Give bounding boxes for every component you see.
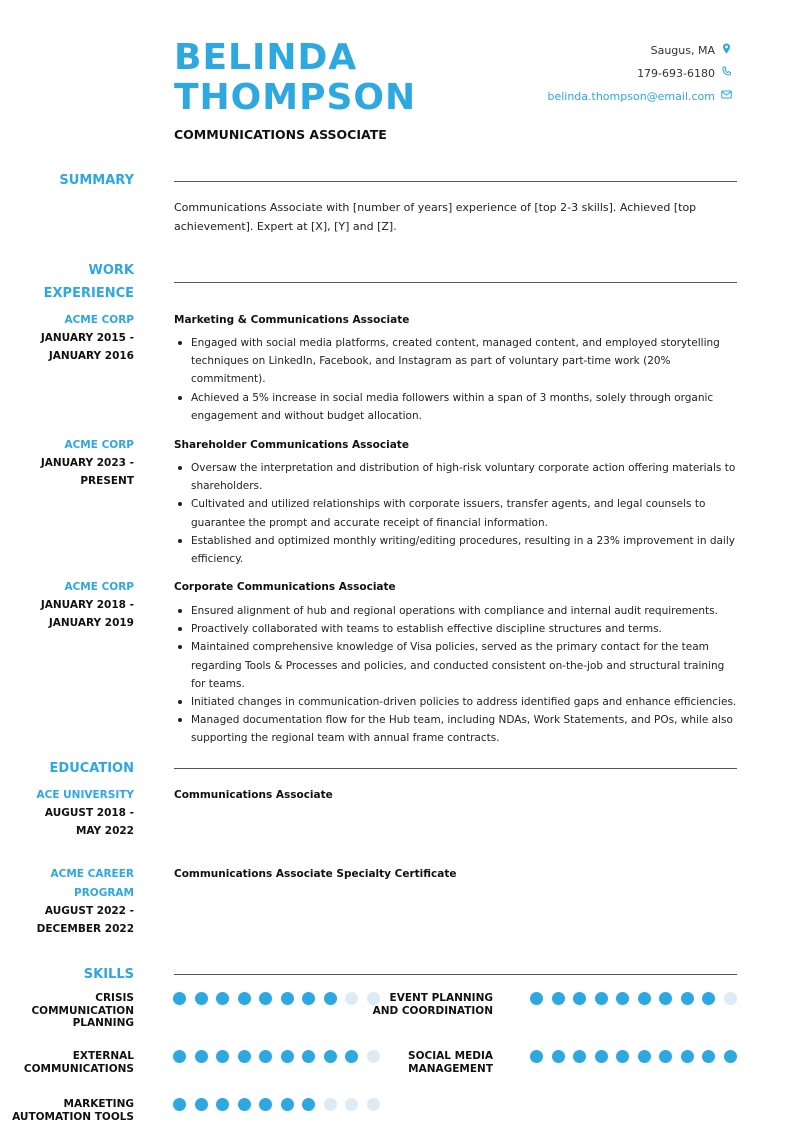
job-role: Corporate Communications Associate bbox=[174, 581, 396, 593]
skills-divider bbox=[174, 974, 737, 975]
skill-dot-filled bbox=[216, 992, 229, 1005]
skill-name bbox=[343, 1050, 493, 1075]
job-date-start: JANUARY 2018 - bbox=[40, 599, 134, 611]
phone-icon bbox=[721, 66, 732, 80]
skill-level-dots bbox=[530, 992, 737, 1005]
skill-dot-filled bbox=[616, 992, 629, 1005]
skill-dot-filled bbox=[259, 1050, 272, 1063]
job-bullets bbox=[174, 602, 740, 748]
skill-dot-filled bbox=[573, 1050, 586, 1063]
skill-dot-filled bbox=[238, 992, 251, 1005]
skill-dot-filled bbox=[659, 992, 672, 1005]
skill-dot-filled bbox=[324, 992, 337, 1005]
education-divider bbox=[174, 768, 737, 769]
skill-name-line: MANAGEMENT bbox=[408, 1062, 493, 1075]
skill-name-line: AUTOMATION TOOLS bbox=[12, 1110, 134, 1123]
skill-dot-filled bbox=[238, 1098, 251, 1111]
skill-dot-filled bbox=[216, 1098, 229, 1111]
job-date-end: JANUARY 2019 bbox=[48, 617, 134, 629]
skill-name bbox=[0, 992, 134, 1030]
skill-name bbox=[0, 1098, 134, 1123]
skill-dot-filled bbox=[216, 1050, 229, 1063]
education-school bbox=[24, 865, 134, 902]
job-date-end: PRESENT bbox=[80, 475, 134, 487]
last-name: THOMPSON bbox=[174, 77, 417, 118]
skill-name-line: EVENT PLANNING bbox=[389, 992, 493, 1004]
job-bullets bbox=[174, 459, 740, 568]
job-company: ACME CORP bbox=[64, 314, 134, 326]
education-degree: Communications Associate bbox=[174, 789, 333, 801]
summary-heading: SUMMARY bbox=[59, 173, 134, 188]
job-role: Shareholder Communications Associate bbox=[174, 439, 409, 451]
education-dates bbox=[14, 902, 134, 938]
skill-name-line: PLANNING bbox=[72, 1017, 134, 1029]
education-degree: Communications Associate Specialty Certificate bbox=[174, 868, 457, 880]
skill-dot-filled bbox=[659, 1050, 672, 1063]
summary-text: Communications Associate with [number of years] experience of [top 2-3 skills]. Achieved [top achievement]. Expert at [X], [Y] and [Z]. bbox=[174, 201, 697, 233]
first-name: BELINDA bbox=[174, 37, 358, 78]
skill-dot-filled bbox=[324, 1050, 337, 1063]
job-bullets bbox=[174, 334, 740, 425]
skill-dot-filled bbox=[238, 1050, 251, 1063]
experience-divider bbox=[174, 282, 737, 283]
job-dates bbox=[14, 596, 134, 632]
school-name-line2: PROGRAM bbox=[74, 886, 134, 899]
education-date-start: AUGUST 2022 - bbox=[44, 905, 134, 917]
email-link[interactable]: belinda.thompson@email.com bbox=[547, 89, 715, 103]
skill-dot-filled bbox=[195, 1050, 208, 1063]
phone-text: 179-693-6180 bbox=[637, 66, 715, 80]
skill-dot-filled bbox=[724, 1050, 737, 1063]
skill-dot-filled bbox=[595, 992, 608, 1005]
contact-location bbox=[651, 43, 732, 57]
list-item: Maintained comprehensive knowledge of Visa policies, served as the primary contact for the team regarding Tools & Processes and policies, and conducted consistent on-the-job and structural training for teams. bbox=[174, 638, 740, 693]
skill-dot-empty bbox=[324, 1098, 337, 1111]
skill-dot-filled bbox=[302, 1098, 315, 1111]
skill-dot-empty bbox=[345, 1098, 358, 1111]
skill-dot-empty bbox=[367, 1098, 380, 1111]
list-item: Oversaw the interpretation and distribution of high-risk voluntary corporate action offering materials to shareholders. bbox=[174, 459, 740, 495]
education-heading: EDUCATION bbox=[49, 761, 134, 776]
skill-dot-filled bbox=[638, 1050, 651, 1063]
experience-heading-line2: EXPERIENCE bbox=[43, 286, 134, 301]
skill-dot-filled bbox=[195, 1098, 208, 1111]
candidate-name bbox=[174, 38, 416, 118]
skill-name-line: COMMUNICATIONS bbox=[23, 1062, 134, 1075]
list-item: Initiated changes in communication-driven policies to address identified gaps and enhance efficiencies. bbox=[174, 693, 740, 711]
skill-dot-filled bbox=[281, 1098, 294, 1111]
education-date-end: MAY 2022 bbox=[75, 825, 134, 837]
skill-dot-filled bbox=[681, 992, 694, 1005]
skill-dot-filled bbox=[302, 992, 315, 1005]
map-pin-icon bbox=[721, 43, 732, 57]
experience-heading-line1: WORK bbox=[88, 263, 134, 278]
skill-dot-filled bbox=[595, 1050, 608, 1063]
skill-name bbox=[343, 992, 493, 1017]
job-title: COMMUNICATIONS ASSOCIATE bbox=[174, 127, 387, 142]
job-company: ACME CORP bbox=[64, 581, 134, 593]
job-dates bbox=[14, 454, 134, 490]
skill-name-line: SOCIAL MEDIA bbox=[408, 1050, 493, 1062]
job-date-end: JANUARY 2016 bbox=[48, 350, 134, 362]
education-date-end: DECEMBER 2022 bbox=[36, 923, 134, 935]
education-date-start: AUGUST 2018 - bbox=[44, 807, 134, 819]
envelope-icon bbox=[721, 89, 732, 103]
skill-name-line: CRISIS bbox=[95, 992, 134, 1004]
list-item: Engaged with social media platforms, created content, managed content, and employed storytelling techniques on LinkedIn, Facebook, and Instagram as part of voluntary part-time work (20% commitment). bbox=[174, 334, 740, 389]
list-item: Cultivated and utilized relationships with corporate issuers, transfer agents, and legal counsels to guarantee the prompt and accurate receipt of financial information. bbox=[174, 495, 740, 531]
skill-dot-filled bbox=[173, 1050, 186, 1063]
list-item: Proactively collaborated with teams to establish effective discipline structures and terms. bbox=[174, 620, 740, 638]
skill-name bbox=[0, 1050, 134, 1075]
list-item: Ensured alignment of hub and regional operations with compliance and internal audit requirements. bbox=[174, 602, 740, 620]
experience-heading bbox=[44, 259, 134, 305]
skill-dot-filled bbox=[681, 1050, 694, 1063]
skill-dot-filled bbox=[573, 992, 586, 1005]
skill-name-line: COMMUNICATION bbox=[31, 1004, 134, 1017]
skill-dot-filled bbox=[173, 992, 186, 1005]
list-item: Managed documentation flow for the Hub team, including NDAs, Work Statements, and POs, while also supporting the regional team with annual frame contracts. bbox=[174, 711, 740, 747]
job-role: Marketing & Communications Associate bbox=[174, 314, 410, 326]
skill-dot-filled bbox=[259, 992, 272, 1005]
skill-name-line: MARKETING bbox=[63, 1098, 134, 1110]
skill-level-dots bbox=[530, 1050, 737, 1063]
summary-divider bbox=[174, 181, 737, 182]
skill-dot-filled bbox=[281, 992, 294, 1005]
skill-dot-filled bbox=[616, 1050, 629, 1063]
school-name-line1: ACME CAREER bbox=[50, 868, 134, 880]
school-name-line1: ACE UNIVERSITY bbox=[36, 789, 134, 801]
list-item: Achieved a 5% increase in social media followers within a span of 3 months, solely through organic engagement and without budget allocation. bbox=[174, 389, 740, 425]
contact-email[interactable] bbox=[547, 89, 732, 103]
education-dates bbox=[14, 804, 134, 840]
skill-dot-empty bbox=[724, 992, 737, 1005]
skill-dot-filled bbox=[702, 992, 715, 1005]
skill-dot-filled bbox=[702, 1050, 715, 1063]
skill-dot-filled bbox=[195, 992, 208, 1005]
job-date-start: JANUARY 2015 - bbox=[40, 332, 134, 344]
education-school bbox=[24, 786, 134, 805]
skill-dot-filled bbox=[530, 992, 543, 1005]
skill-level-dots bbox=[173, 1098, 380, 1111]
skill-dot-filled bbox=[530, 1050, 543, 1063]
skill-dot-filled bbox=[281, 1050, 294, 1063]
skill-dot-filled bbox=[173, 1098, 186, 1111]
job-company: ACME CORP bbox=[64, 439, 134, 451]
location-text: Saugus, MA bbox=[650, 43, 715, 57]
list-item: Established and optimized monthly writing/editing procedures, resulting in a 23% improvement in daily efficiency. bbox=[174, 532, 740, 568]
job-dates bbox=[14, 329, 134, 365]
job-date-start: JANUARY 2023 - bbox=[40, 457, 134, 469]
skill-dot-filled bbox=[552, 992, 565, 1005]
contact-phone bbox=[637, 66, 732, 80]
skills-heading: SKILLS bbox=[83, 967, 134, 982]
skill-dot-filled bbox=[552, 1050, 565, 1063]
skill-dot-filled bbox=[638, 992, 651, 1005]
skill-name-line: AND COORDINATION bbox=[372, 1004, 493, 1017]
skill-dot-filled bbox=[302, 1050, 315, 1063]
skill-dot-filled bbox=[259, 1098, 272, 1111]
skill-name-line: EXTERNAL bbox=[72, 1050, 134, 1062]
